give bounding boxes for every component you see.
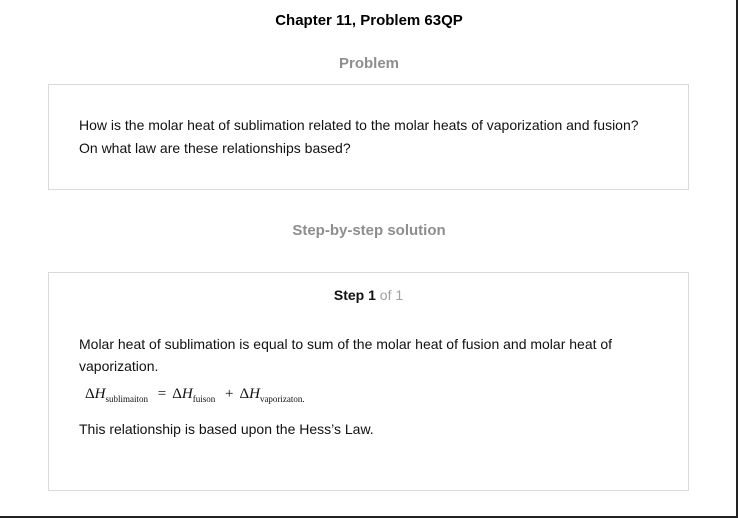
enthalpy-symbol: H <box>94 386 106 402</box>
chapter-title: Chapter 11, Problem 63QP <box>275 12 463 29</box>
step-label: Step <box>333 287 365 303</box>
plus-sign: + <box>224 386 234 402</box>
step-of: of 1 <box>379 287 404 303</box>
delta-symbol: Δ <box>172 386 182 402</box>
problem-line-1: How is the molar heat of sublimation related to the molar heats of vaporization and fusion? <box>79 117 639 133</box>
equals-sign: = <box>157 386 167 402</box>
delta-symbol: Δ <box>85 386 95 402</box>
vaporization-subscript: vaporizaton. <box>259 394 305 404</box>
step-header <box>49 287 688 303</box>
solution-card <box>48 272 689 491</box>
problem-line-2: On what law are these relationships based? <box>79 140 351 156</box>
fusion-subscript: fuison <box>192 394 216 404</box>
solution-explanation: Molar heat of sublimation is equal to sum of the molar heat of fusion and molar heat of vaporization. <box>79 336 613 374</box>
delta-symbol: Δ <box>239 386 250 402</box>
solution-conclusion: This relationship is based upon the Hess’s Law. <box>79 421 374 437</box>
step-number: 1 <box>368 287 376 303</box>
problem-text <box>79 114 669 160</box>
problem-heading: Problem <box>338 55 399 72</box>
solution-heading: Step-by-step solution <box>292 222 446 239</box>
enthalpy-symbol: H <box>249 386 260 402</box>
enthalpy-equation <box>85 386 305 404</box>
problem-card <box>48 84 689 190</box>
lhs-subscript: sublimaiton <box>105 394 148 404</box>
enthalpy-symbol: H <box>181 386 193 402</box>
